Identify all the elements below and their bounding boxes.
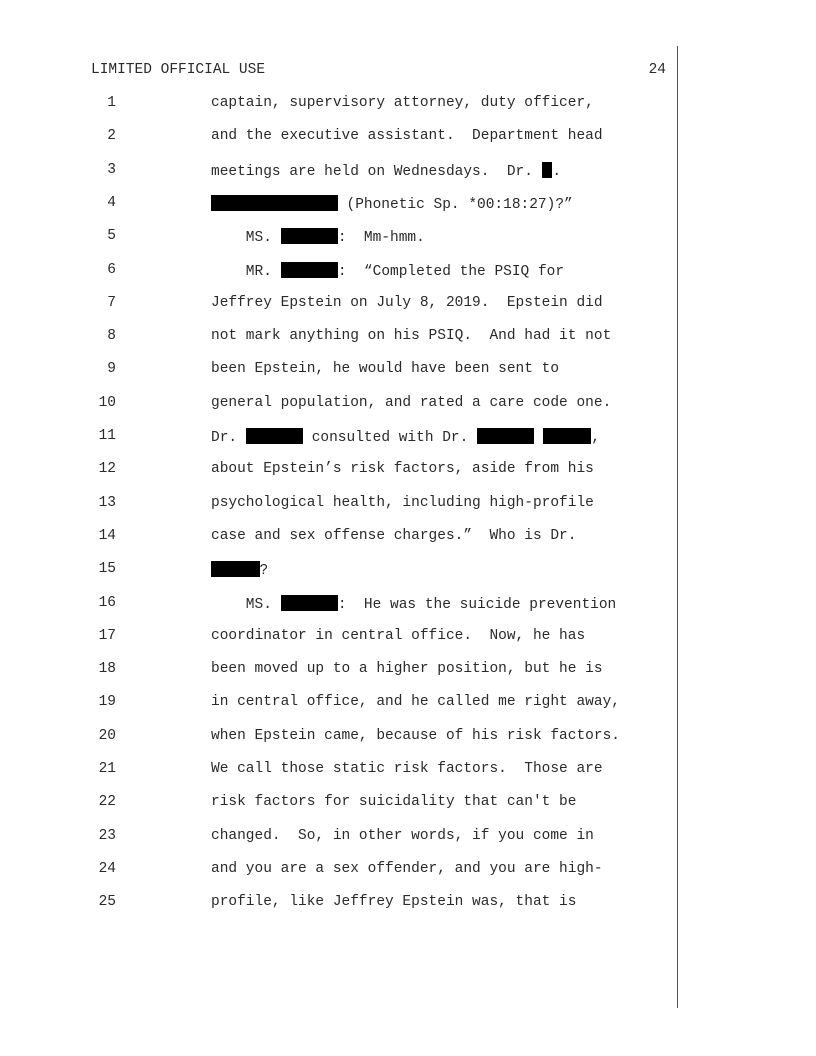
line-text-segment: .	[552, 163, 562, 180]
transcript-line	[0, 761, 816, 781]
transcript-line	[0, 262, 816, 282]
page-number: 24	[648, 62, 666, 78]
line-text-segment: not mark anything on his PSIQ. And had it not	[211, 328, 612, 345]
line-number: 19	[98, 694, 116, 711]
line-text	[211, 595, 616, 613]
transcript-line	[0, 428, 816, 448]
line-number: 21	[98, 761, 116, 777]
line-text	[211, 628, 585, 644]
line-text	[211, 861, 603, 877]
line-text-segment: general population, and rated a care code one.	[211, 394, 612, 411]
line-text	[211, 728, 620, 744]
line-number: 17	[98, 627, 116, 644]
line-text	[211, 761, 603, 777]
line-text	[211, 128, 603, 144]
line-text	[211, 561, 268, 579]
transcript-line	[0, 495, 816, 515]
line-text-segment: ?	[259, 563, 269, 580]
redaction-block	[211, 195, 338, 211]
line-text	[211, 262, 564, 280]
line-number: 20	[98, 727, 116, 744]
line-number: 16	[98, 594, 116, 611]
line-text-segment: risk factors for suicidality that can't be	[211, 794, 577, 811]
line-text-segment: MS.	[211, 230, 281, 247]
transcript-line	[0, 128, 816, 148]
line-text	[211, 661, 603, 677]
line-text	[211, 495, 594, 511]
line-text	[211, 195, 573, 213]
redaction-block	[281, 262, 338, 278]
line-text-segment: profile, like Jeffrey Epstein was, that is	[211, 894, 577, 911]
line-text-segment: MS.	[211, 596, 281, 613]
line-text-segment: consulted with Dr.	[303, 430, 478, 446]
line-number: 18	[98, 661, 116, 678]
line-text-segment: coordinator in central office. Now, he has	[211, 627, 586, 644]
redaction-block	[542, 162, 553, 178]
line-text	[211, 828, 594, 844]
line-text	[211, 894, 576, 910]
transcript-line	[0, 728, 816, 748]
transcript-line	[0, 894, 816, 914]
line-text	[211, 794, 576, 810]
line-number: 13	[98, 494, 116, 511]
line-text-segment: : Mm-hmm.	[337, 230, 425, 247]
line-text-segment: changed. So, in other words, if you come in	[211, 827, 594, 844]
line-number: 24	[98, 860, 116, 877]
line-number: 5	[107, 228, 116, 245]
line-text	[211, 528, 576, 544]
line-text	[211, 461, 594, 477]
line-number: 10	[98, 394, 116, 411]
line-text-segment: and you are a sex offender, and you are high-	[211, 860, 603, 877]
line-text	[211, 295, 603, 311]
line-number: 6	[107, 261, 116, 278]
transcript-line	[0, 461, 816, 481]
transcript-line	[0, 861, 816, 881]
transcript-line	[0, 794, 816, 814]
redaction-block	[477, 428, 534, 444]
transcript-line	[0, 595, 816, 615]
line-number: 7	[107, 294, 116, 311]
transcript-line	[0, 528, 816, 548]
line-number: 22	[98, 794, 116, 811]
line-text	[211, 95, 594, 111]
transcript-line	[0, 694, 816, 714]
line-text-segment: about Epstein’s risk factors, aside from his	[211, 461, 594, 478]
line-text-segment: when Epstein came, because of his risk factors.	[211, 727, 620, 744]
line-text	[211, 694, 620, 710]
transcript-line	[0, 195, 816, 215]
line-number: 15	[98, 561, 116, 578]
line-text	[211, 395, 611, 411]
line-number: 14	[98, 527, 116, 544]
line-number: 1	[107, 95, 116, 111]
transcript-line	[0, 228, 816, 248]
line-text-segment: case and sex offense charges.” Who is Dr.	[211, 527, 577, 544]
transcript-line	[0, 661, 816, 681]
transcript-line	[0, 295, 816, 315]
transcript-line	[0, 828, 816, 848]
line-text	[211, 162, 561, 180]
line-text-segment: (Phonetic Sp. *00:18:27)?”	[337, 196, 573, 213]
redaction-block	[281, 228, 338, 244]
line-number: 9	[107, 361, 116, 378]
line-text	[211, 361, 559, 377]
line-text-segment: been moved up to a higher position, but he is	[211, 661, 603, 678]
line-number: 2	[107, 128, 116, 145]
transcript-line	[0, 361, 816, 381]
line-text-segment: Jeffrey Epstein on July 8, 2019. Epstein did	[211, 294, 603, 311]
transcript-line	[0, 162, 816, 182]
line-text	[211, 228, 425, 246]
line-text-segment: been Epstein, he would have been sent to	[211, 361, 560, 378]
transcript-line	[0, 628, 816, 648]
line-text-segment: We call those static risk factors. Those are	[211, 761, 603, 777]
line-number: 8	[107, 328, 116, 345]
line-text-segment: and the executive assistant. Department head	[211, 128, 603, 145]
redaction-block	[211, 561, 260, 577]
line-text	[211, 428, 600, 446]
line-text-segment: captain, supervisory attorney, duty officer,	[211, 95, 594, 111]
line-text-segment: psychological health, including high-profile	[211, 494, 594, 511]
line-text	[211, 328, 611, 344]
transcript-line	[0, 561, 816, 581]
line-text-segment: ,	[591, 430, 601, 446]
line-text-segment: : He was the suicide prevention	[337, 596, 617, 613]
line-text-segment: meetings are held on Wednesdays. Dr.	[211, 163, 542, 180]
line-number: 11	[98, 428, 116, 444]
classification-header: LIMITED OFFICIAL USE	[91, 62, 266, 78]
line-text-segment: Dr.	[211, 430, 246, 446]
line-text-segment: MR.	[211, 263, 281, 280]
line-text-segment: : “Completed the PSIQ for	[337, 263, 565, 280]
line-number: 12	[98, 461, 116, 478]
transcript-line	[0, 395, 816, 415]
line-text-segment	[534, 430, 543, 446]
redaction-block	[281, 595, 338, 611]
line-number: 4	[107, 194, 116, 211]
transcript-line	[0, 328, 816, 348]
line-number: 3	[107, 161, 116, 178]
redaction-block	[543, 428, 592, 444]
line-number: 23	[98, 827, 116, 844]
transcript-line	[0, 95, 816, 115]
redaction-block	[246, 428, 303, 444]
line-number: 25	[98, 894, 116, 911]
line-text-segment: in central office, and he called me right away,	[211, 694, 620, 711]
